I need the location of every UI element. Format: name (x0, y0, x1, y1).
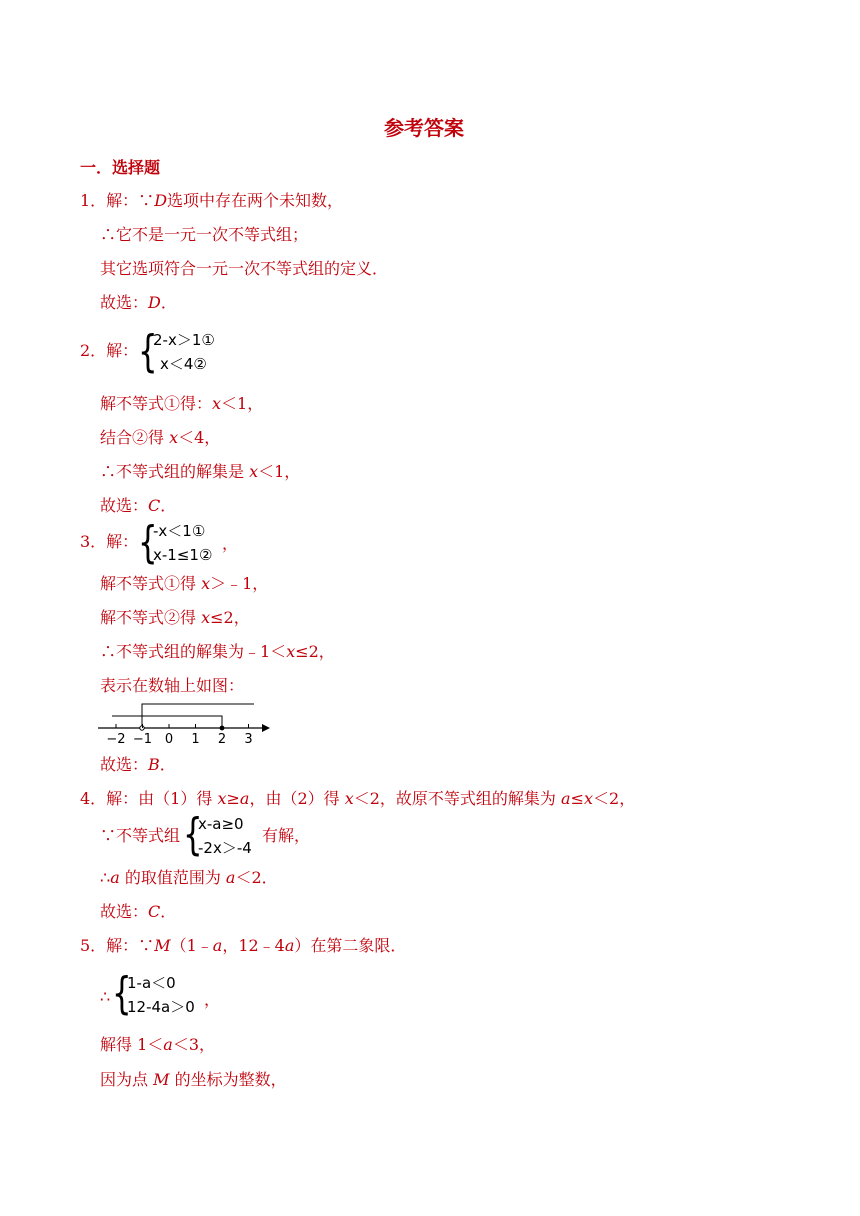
q1-answer: 故选：D． (100, 293, 177, 312)
q5-system-suffix: ， (204, 990, 221, 1009)
number-line-figure (96, 700, 276, 746)
axis-tick-label: 1 (191, 732, 200, 746)
q3-system-line-2: x-1≤1② (153, 546, 213, 564)
q4-line-2-prefix: ∵不等式组 (100, 826, 181, 845)
q1-line-3: 其它选项符合一元一次不等式组的定义． (100, 259, 389, 278)
axis-tick-label: 3 (244, 732, 253, 746)
q3-line-4: 表示在数轴上如图： (100, 676, 245, 695)
q2-line-3: ∴不等式组的解集是 x＜1， (100, 462, 301, 481)
q1-line-1: 1．解：∵D选项中存在两个未知数， (80, 191, 344, 210)
axis-tick-label: −2 (106, 732, 126, 746)
axis-tick-label: 0 (164, 732, 174, 746)
q5-system-line-2: 12-4a＞0 (127, 998, 195, 1016)
q4-line-2-suffix: 有解， (262, 826, 311, 845)
q5-system-prefix: ∴ (100, 987, 111, 1006)
q2-system-line-2: x＜4② (160, 355, 207, 373)
q5-system-line-1: 1-a＜0 (127, 974, 176, 992)
q3-answer: 故选：B． (100, 755, 176, 774)
axis-arrow (262, 724, 270, 732)
q1-line-2: ∴它不是一元一次不等式组； (100, 225, 309, 244)
q5-system-brace: { (112, 968, 132, 1019)
q2-answer: 故选：C． (100, 496, 177, 515)
q4-answer: 故选：C． (100, 902, 177, 921)
q4-system-line-2: -2x＞-4 (198, 839, 252, 857)
axis-tick-label: 2 (217, 732, 227, 746)
solution-bracket-right (142, 716, 222, 728)
q3-system-line-1: -x＜1① (153, 522, 206, 540)
q3-line-2: 解不等式②得 x≤2， (100, 608, 250, 627)
q3-system-brace: { (138, 517, 158, 568)
q4-system-brace: { (183, 809, 203, 860)
q5-line-1: 5．解：∵M（1﹣a，12﹣4a）在第二象限． (80, 936, 407, 955)
q5-line-3: 因为点 M 的坐标为整数， (100, 1070, 287, 1089)
q3-prefix: 3．解： (80, 532, 139, 551)
q2-prefix: 2．解： (80, 341, 139, 360)
q3-line-1: 解不等式①得 x＞﹣1， (100, 574, 269, 593)
q4-line-3: ∴a 的取值范围为 a＜2． (100, 868, 278, 887)
q2-line-1: 解不等式①得：x＜1， (100, 394, 264, 413)
q3-line-3: ∴不等式组的解集为﹣1＜x≤2， (100, 642, 335, 661)
q2-system-brace: { (138, 326, 158, 377)
page-title: 参考答案 (384, 116, 464, 140)
section-heading: 一．选择题 (80, 158, 161, 177)
q4-system-line-1: x-a≥0 (198, 815, 244, 833)
q4-line-1: 4．解：由（1）得 x≥a，由（2）得 x＜2，故原不等式组的解集为 a≤x＜2， (80, 789, 636, 808)
q2-system-line-1: 2-x＞1① (153, 331, 215, 349)
q2-line-2: 结合②得 x＜4， (100, 428, 221, 447)
q3-system-suffix: ， (222, 534, 239, 553)
q5-line-2: 解得 1＜a＜3， (100, 1035, 216, 1054)
axis-tick-label: −1 (132, 732, 153, 746)
